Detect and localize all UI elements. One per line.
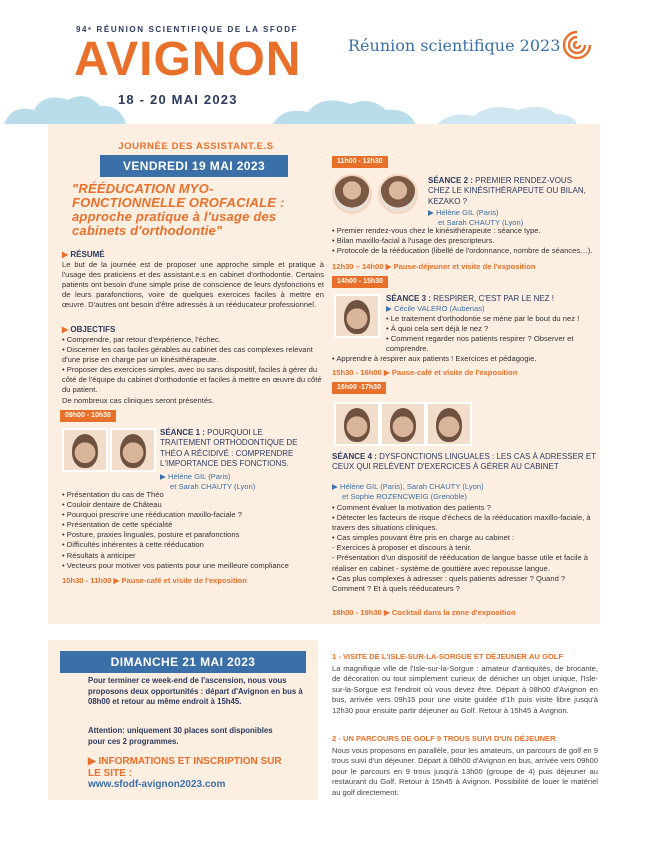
objectifs-heading: ▶ OBJECTIFS (62, 325, 116, 334)
event-dates: 18 - 20 MAI 2023 (118, 92, 238, 107)
city-title: AVIGNON (74, 33, 302, 86)
cloud-decoration-left (0, 86, 130, 128)
s3-time: 14h00 - 15h30 (332, 276, 388, 288)
objectif-item: • Comprendre, par retour d'expérience, l'échec. (62, 335, 221, 344)
s3-speaker: ▶ Cécile VALERO (Aubenas) (386, 304, 485, 313)
speaker-photo-valero (334, 294, 380, 338)
s2-title: SÉANCE 2 : PREMIER RENDEZ-VOUS CHEZ LE KINÉSITHÉRAPEUTE OU BILAN, KEZAKO ? (428, 176, 586, 206)
s2-speakers: ▶ Hélène GIL (Paris) et Sarah CHAUTY (Lyon) (428, 208, 524, 227)
option-1-title: 1 - VISITE DE L'ISLE-SUR-LA-SORGUE ET DÉJEUNER AU GOLF (332, 652, 564, 661)
friday-date-banner: VENDREDI 19 MAI 2023 (100, 155, 288, 177)
option-1-text: La magnifique ville de l'Isle-sur-la-Sorgue : amateur d'antiquités, de brocante, de décoration ou tout simplement curieux de dénicher un objet unique, l'Isle-sur-la-Sorgue est l'endroit où vous devez être. Départ à 08h00 d'Avignon en bus, arrivée vers 09h15 pour une visite guidée d'1h puis visite libre jusqu'à 12h30 pour ensuite partir déjeuner au Golf. Retour à 15h45 à Avignon. (332, 664, 598, 715)
objectif-item: • Proposer des exercices simples, avec ou sans dispositif, faciles à gérer du côté de l'équipe du cabinet d'orthodontie et faciles à mettre en œuvre du côté du patient. (62, 365, 322, 395)
event-subtitle: 94ᵉ RÉUNION SCIENTIFIQUE DE LA SFODF (76, 25, 299, 34)
resume-text: Le but de la journée est de proposer une approche simple et pratique à l'usage des praticiens et des assistant.e.s en cabinet d'orthodontie. Certains patients ont besoin d'une simple prise de conscience de leurs dysfonctions et de leurs parafonctions, voire de quelques exercices faciles à mettre en œuvre. D'autres ont besoin d'être adressés à un rééducateur professionnel. (62, 260, 324, 310)
info-block: ▶ INFORMATIONS ET INSCRIPTION SUR LE SITE : www.sfodf-avignon2023.com (88, 756, 288, 790)
resume-heading: ▶ RÉSUMÉ (62, 250, 105, 259)
header-right-title: Réunion scientifique 2023 (348, 36, 561, 55)
pause-2: 12h30 – 14h00 ▶ Pause-déjeuner et visite de l'exposition (332, 262, 536, 271)
speaker-photo-chauty (110, 428, 156, 472)
cloud-decoration-mid (268, 92, 418, 128)
s4-title: SÉANCE 4 : DYSFONCTIONS LINGUALES : LES CAS À ADRESSER ET CEUX QUI RELÈVENT D'EXERCICES À GÉRER AU CABINET (332, 452, 596, 472)
pause-1: 10h30 - 11h00 ▶ Pause-café et visite de l'exposition (62, 576, 247, 585)
s3-items-cont: • Comment regarder nos patients respirer ? Observer et comprendre. • Apprendre à respirer aux patients ! Exercices et pédagogie. (332, 334, 574, 364)
registration-link[interactable]: www.sfodf-avignon2023.com (88, 779, 226, 790)
sunday-attention: Attention: uniquement 30 places sont disponibles pour ces 2 programmes. (88, 726, 273, 746)
pause-3: 15h30 - 16h00 ▶ Pause-café et visite de l'exposition (332, 368, 518, 377)
s4-time: 16h00 -17h30 (332, 382, 386, 394)
s1-time: 09h00 - 10h30 (60, 410, 116, 422)
option-2-text: Nous vous proposons en parallèle, pour les amateurs, un parcours de golf en 9 trous suivi d'un déjeuner. Départ à 08h00 d'Avignon en bus, arrivée vers 09h00 pour le parcours en 9 trous jusqu'à 13h00 (groupe de 4) puis déjeuner au restaurant du Golf. Retour à 15h45 à Avignon. Possibilité de louer le matériel au golf directement. (332, 746, 598, 797)
speaker-photo-gil (334, 402, 380, 446)
main-title: "RÉÉDUCATION MYO-FONCTIONNELLE OROFACIALE : approche pratique à l'usage des cabinets d'orthodontie" (72, 181, 285, 239)
speaker-photo-gil (332, 174, 372, 214)
speaker-photo-chauty (378, 174, 418, 214)
s4-items: • Comment évaluer la motivation des patients ? • Détecter les facteurs de risque d'échecs de la rééducation maxillo-faciale, à travers des situations cliniques. • Cas simples pouvant être pris en charge au cabinet : - Exercices à proposer et discours à tenir. - Présentation d'un dispositif de rééducation de langue basse utile et facile à réaliser en cabinet - système de gouttière avec repousse langue. • Cas plus complexes à adresser : quels patients adresser ? Quand ? Comment ? Et à quels rééducateurs ? (332, 503, 591, 593)
s2-items: • Premier rendez-vous chez le kinésithérapeute : séance type. • Bilan maxillo-facial à l'usage des prescripteurs. • Protocole de la rééducation (libellé de l'ordonnance, nombre de séances…). (332, 226, 593, 256)
s4-speakers: ▶ Hélène GIL (Paris), Sarah CHAUTY (Lyon) et Sophie ROZENCWEIG (Grenoble) (332, 482, 484, 501)
objectif-item: • Discerner les cas faciles gérables au cabinet des cas complexes relevant d'une prise en charge par un kinésithérapeute. (62, 345, 313, 365)
sunday-date-banner: DIMANCHE 21 MAI 2023 (60, 651, 306, 673)
pause-4: 18h00 - 19h30 ▶ Cocktail dans la zone d'exposition (332, 608, 516, 617)
objectifs-list (62, 335, 326, 406)
s1-speakers: ▶ Hélène GIL (Paris) et Sarah CHAUTY (Lyon) (160, 472, 256, 491)
speaker-photo-rozencweig (426, 402, 472, 446)
journee-title: JOURNÉE DES ASSISTANT.E.S (118, 141, 274, 152)
s1-title: SÉANCE 1 : POURQUOI LE TRAITEMENT ORTHODONTIQUE DE THÉO A RÉCIDIVÉ : COMPRENDRE L'IMPORTANCE DES FONCTIONS. (160, 428, 298, 469)
speaker-photo-gil (62, 428, 108, 472)
s3-title: SÉANCE 3 : RESPIRER, C'EST PAR LE NEZ ! (386, 294, 554, 303)
s1-items: • Présentation du cas de Théo • Couloir dentaire de Château • Pourquoi prescrire une rééducation maxillo-faciale ? • Présentation de cette spécialité • Posture, praxies linguales, posture et parafonctions • Difficultés inhérentes à cette rééducation • Résultats à anticiper • Vecteurs pour motiver vos patients pour une meilleure compliance (62, 490, 289, 570)
speaker-photo-chauty (380, 402, 426, 446)
s3-items: • Le traitement d'orthodontie se mène par le bout du nez ! • À quoi cela sert déjà le nez ? (386, 314, 580, 334)
sfodf-logo-icon (560, 28, 594, 62)
s2-time: 11h00 - 12h30 (332, 156, 388, 168)
option-2-title: 2 - UN PARCOURS DE GOLF 9 TROUS SUIVI D'UN DÉJEUNER (332, 734, 556, 743)
sunday-intro: Pour terminer ce week-end de l'ascension, nous vous proposons deux opportunités : départ d'Avignon en bus à 08h00 et retour au même endroit à 15h45. (88, 676, 303, 707)
objectif-item: De nombreux cas cliniques seront présentés. (62, 395, 214, 405)
